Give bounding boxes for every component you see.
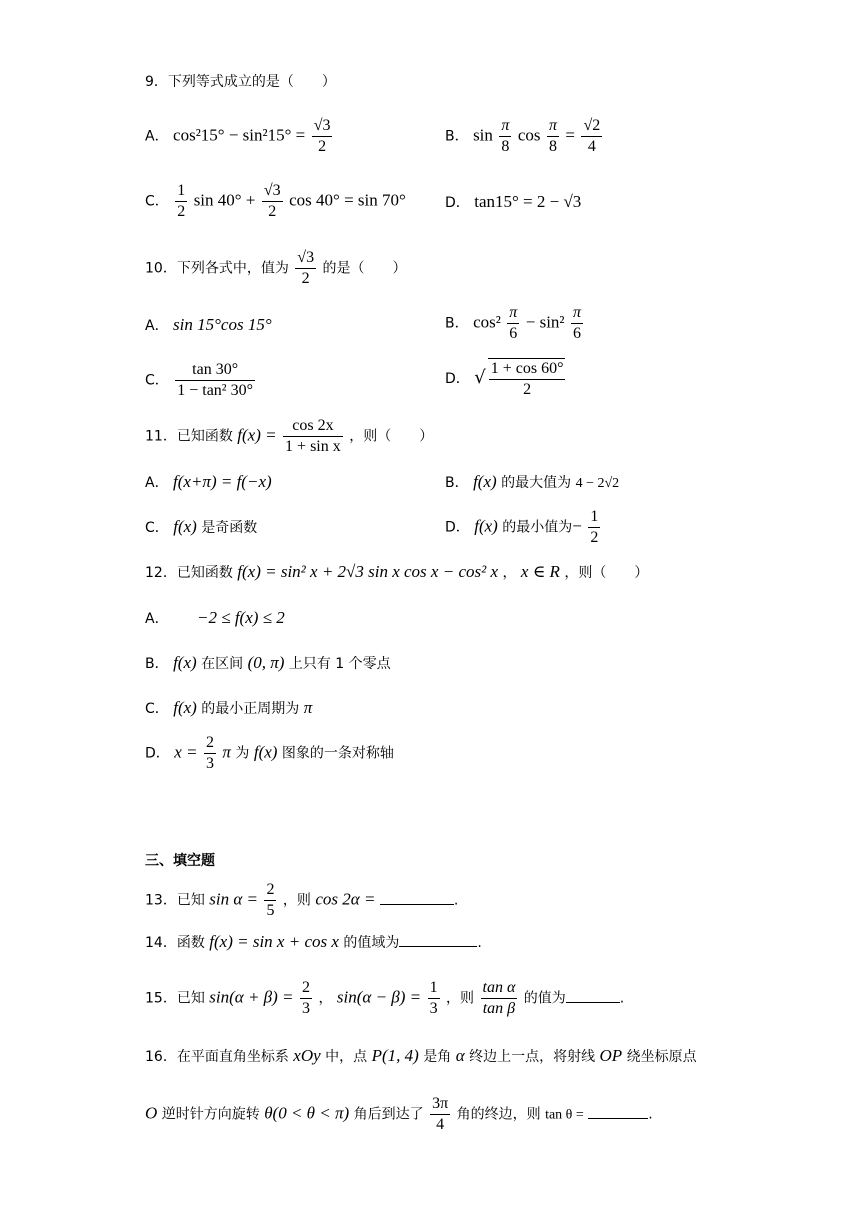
q12-d-f: f(x)	[253, 742, 278, 762]
q10-option-d	[445, 358, 567, 400]
den: 3	[301, 1000, 310, 1017]
q15-end: .	[619, 990, 625, 1007]
q16-l2-t2: 角后到达了	[353, 1106, 424, 1123]
q12-stem-expr: f(x) = sin² x + 2√3 sin x cos x − cos² x	[237, 562, 498, 581]
num: 1	[588, 507, 600, 528]
q12-b-t2: 上只有 1 个零点	[288, 656, 391, 672]
q11-b-text: 的最大值为	[501, 475, 572, 491]
num: √2	[581, 116, 602, 137]
option-label: C．	[145, 372, 169, 389]
q12-option-b	[145, 653, 391, 673]
num: 2	[264, 880, 276, 901]
num: π	[499, 116, 511, 137]
den: 2	[318, 138, 327, 155]
den: 8	[501, 138, 510, 155]
q12-b-int: (0, π)	[247, 653, 285, 672]
q12-option-c	[145, 698, 312, 718]
den: 5	[266, 902, 275, 919]
q9-option-c	[145, 181, 406, 222]
q11-d-minus: −	[572, 516, 582, 536]
q15-mid: ，则	[446, 990, 475, 1007]
q12-stem-post: ，则（ ）	[564, 565, 649, 581]
q11-d-frac	[588, 507, 600, 548]
option-label: B．	[445, 315, 469, 332]
answer-blank[interactable]	[588, 1104, 648, 1119]
option-label: B．	[145, 656, 169, 672]
q12-option-d	[145, 733, 394, 774]
q12-stem	[145, 562, 648, 582]
den: 6	[509, 325, 518, 342]
q12-b-t1: 在区间	[201, 656, 244, 672]
q13-pre: 13．已知	[145, 892, 205, 909]
answer-blank[interactable]	[399, 932, 477, 947]
q9-c-frac1	[175, 181, 187, 222]
q12-c-f: f(x)	[173, 698, 197, 717]
q10-b-frac1	[507, 303, 519, 344]
num: √3	[262, 181, 283, 202]
q10-b-cos: cos²	[473, 312, 501, 332]
q15-sep: ，	[318, 990, 333, 1007]
answer-blank[interactable]	[566, 988, 620, 1003]
q9-b-frac1	[499, 116, 511, 157]
q13-end: .	[453, 892, 459, 909]
q16-l2-t1: 逆时针方向旋转	[161, 1106, 260, 1123]
option-label: A．	[145, 318, 169, 334]
num: π	[507, 303, 519, 324]
q9-c-frac2	[262, 181, 283, 222]
q12-b-f: f(x)	[173, 653, 197, 672]
q12-d-x: x =	[174, 742, 198, 762]
q15-frac1	[300, 978, 312, 1019]
q16-t4: 绕坐标原点	[626, 1049, 697, 1065]
q12-stem-dom: x ∈ R	[520, 562, 560, 581]
q9-b-frac2	[547, 116, 559, 157]
q9-option-a	[145, 116, 334, 157]
q11-b-f: f(x)	[473, 472, 497, 491]
q10-option-b	[445, 303, 585, 344]
q13	[145, 880, 458, 921]
option-label: C．	[145, 193, 169, 210]
q16-t1: 中，点	[325, 1049, 368, 1065]
q16-xoy: xOy	[293, 1046, 321, 1065]
q11-stem	[145, 416, 433, 457]
q14-end: .	[477, 935, 482, 951]
q10-stem	[145, 248, 407, 289]
q10-b-frac2	[571, 303, 583, 344]
den: 4	[587, 138, 596, 155]
q9-b-eq: =	[565, 125, 576, 145]
option-label: C．	[145, 520, 169, 536]
den: 6	[572, 325, 581, 342]
option-label: C．	[145, 701, 169, 717]
den: 1 + sin x	[285, 438, 341, 455]
answer-blank[interactable]	[380, 890, 454, 905]
den: 2	[268, 203, 277, 220]
q14-expr: f(x) = sin x + cos x	[209, 932, 339, 951]
option-label: A．	[145, 475, 169, 491]
q11-option-a	[145, 472, 272, 492]
option-label: B．	[445, 475, 469, 491]
num: cos 2x	[283, 416, 343, 437]
num: 1	[428, 978, 440, 999]
q12-d-frac	[204, 733, 216, 774]
q14-post: 的值域为	[343, 935, 400, 951]
q11-stem-frac	[283, 416, 343, 457]
q12-d-t2: 图象的一条对称轴	[281, 745, 394, 762]
num: tan α	[481, 978, 518, 999]
sqrt-sign: √	[474, 367, 486, 388]
q11-stem-post: ，则（ ）	[349, 428, 434, 445]
q15-e1: sin(α + β) =	[209, 987, 294, 1007]
section-heading: 三、填空题	[145, 853, 215, 869]
num: π	[547, 116, 559, 137]
q16-line2	[145, 1094, 653, 1135]
q16-alpha: α	[455, 1046, 465, 1065]
q16-l2-t3: 角的终边，则	[456, 1106, 541, 1123]
q11-a-expr: f(x+π) = f(−x)	[173, 472, 272, 491]
q9-c-end: cos 40° = sin 70°	[289, 190, 406, 210]
num: √3	[312, 116, 333, 137]
q9-c-mid: sin 40° +	[193, 190, 256, 210]
q16-end: .	[648, 1106, 653, 1123]
option-label: D．	[445, 519, 470, 536]
q13-sin: sin α =	[209, 889, 259, 909]
q10-c-frac	[175, 360, 255, 401]
den: 1 − tan² 30°	[177, 382, 253, 399]
den: 3	[429, 1000, 438, 1017]
q14-pre: 14．函数	[145, 935, 205, 951]
option-label: D．	[445, 371, 470, 387]
q15-frac2	[428, 978, 440, 1019]
q9-d-expr: tan15° = 2 − √3	[474, 192, 582, 211]
q11-option-b	[445, 472, 619, 492]
q12-a-expr: −2 ≤ f(x) ≤ 2	[197, 608, 285, 627]
q11-option-c	[145, 517, 257, 537]
q16-t3: 终边上一点，将射线	[469, 1049, 596, 1065]
num: 2	[300, 978, 312, 999]
q10-d-frac	[488, 358, 566, 400]
num: 2	[204, 733, 216, 754]
q11-d-text: 的最小值为	[502, 519, 573, 536]
q10-b-minus: − sin²	[525, 312, 565, 332]
q15-post: 的值为	[523, 990, 566, 1007]
den: 4	[436, 1116, 445, 1133]
num: 1 + cos 60°	[489, 359, 566, 380]
num: 3π	[430, 1094, 450, 1115]
q11-c-f: f(x)	[173, 517, 197, 536]
q12-c-pi: π	[303, 698, 313, 717]
q12-d-t1: 为	[235, 745, 250, 762]
q13-mid: ，则	[282, 892, 311, 909]
q13-frac	[264, 880, 276, 921]
q16-frac	[430, 1094, 450, 1135]
den: 3	[205, 755, 214, 772]
q15-e2: sin(α − β) =	[336, 987, 422, 1007]
q11-c-text: 是奇函数	[201, 520, 258, 536]
option-label: B．	[445, 128, 469, 145]
option-label: D．	[145, 745, 170, 762]
den: 2	[590, 529, 599, 546]
q12-stem-mid: ，	[502, 565, 517, 581]
num: √3	[295, 248, 316, 269]
q15	[145, 978, 624, 1019]
q12-d-pi: π	[222, 742, 231, 762]
q12-stem-pre: 12．已知函数	[145, 565, 233, 581]
num: tan 30°	[175, 360, 255, 381]
q10-option-c	[145, 360, 257, 401]
q11-b-val: 4 − 2√2	[575, 476, 620, 491]
q9-a-expr: cos²15° − sin²15° =	[173, 125, 306, 145]
q9-b-sin: sin	[473, 125, 493, 145]
q16-tan: tan θ =	[545, 1107, 584, 1123]
option-label: A．	[145, 611, 169, 627]
num: π	[571, 303, 583, 324]
q16-t2: 是角	[423, 1049, 452, 1065]
q10-a-expr: sin 15°cos 15°	[173, 315, 272, 334]
q11-d-f: f(x)	[474, 516, 498, 536]
q11-stem-pre: 11．已知函数	[145, 428, 233, 445]
q10-stem-pre: 10．下列各式中，值为	[145, 260, 289, 277]
den: 8	[548, 138, 557, 155]
q9-b-frac3	[581, 116, 602, 157]
option-label: D．	[445, 195, 470, 211]
q14	[145, 932, 482, 952]
q10-stem-post: 的是（ ）	[322, 260, 407, 277]
q9-option-d	[445, 192, 581, 212]
q16-pre: 16．在平面直角坐标系	[145, 1049, 289, 1065]
den: tan β	[482, 1000, 516, 1017]
q16-op: OP	[599, 1046, 623, 1065]
q9-option-b	[445, 116, 604, 157]
q12-c-t: 的最小正周期为	[201, 701, 300, 717]
q16-line1	[145, 1046, 697, 1066]
q12-option-a	[145, 608, 285, 628]
q13-cos: cos 2α =	[315, 889, 376, 909]
q9-stem: 9．下列等式成立的是（ ）	[145, 74, 336, 90]
q15-frac3	[481, 978, 518, 1019]
den: 2	[177, 203, 186, 220]
q10-option-a	[145, 315, 272, 335]
q9-b-cos: cos	[517, 125, 541, 145]
option-label: A．	[145, 128, 169, 145]
q16-p: P(1, 4)	[371, 1046, 419, 1065]
q15-pre: 15．已知	[145, 990, 205, 1007]
q10-stem-frac	[295, 248, 316, 289]
q11-stem-f: f(x) =	[237, 425, 277, 445]
q16-theta: θ(0 < θ < π)	[264, 1103, 350, 1123]
den: 2	[523, 381, 532, 398]
den: 2	[301, 270, 310, 287]
q9-a-frac	[312, 116, 333, 157]
num: 1	[175, 181, 187, 202]
q11-option-d	[445, 507, 602, 548]
q16-o: O	[145, 1103, 158, 1123]
